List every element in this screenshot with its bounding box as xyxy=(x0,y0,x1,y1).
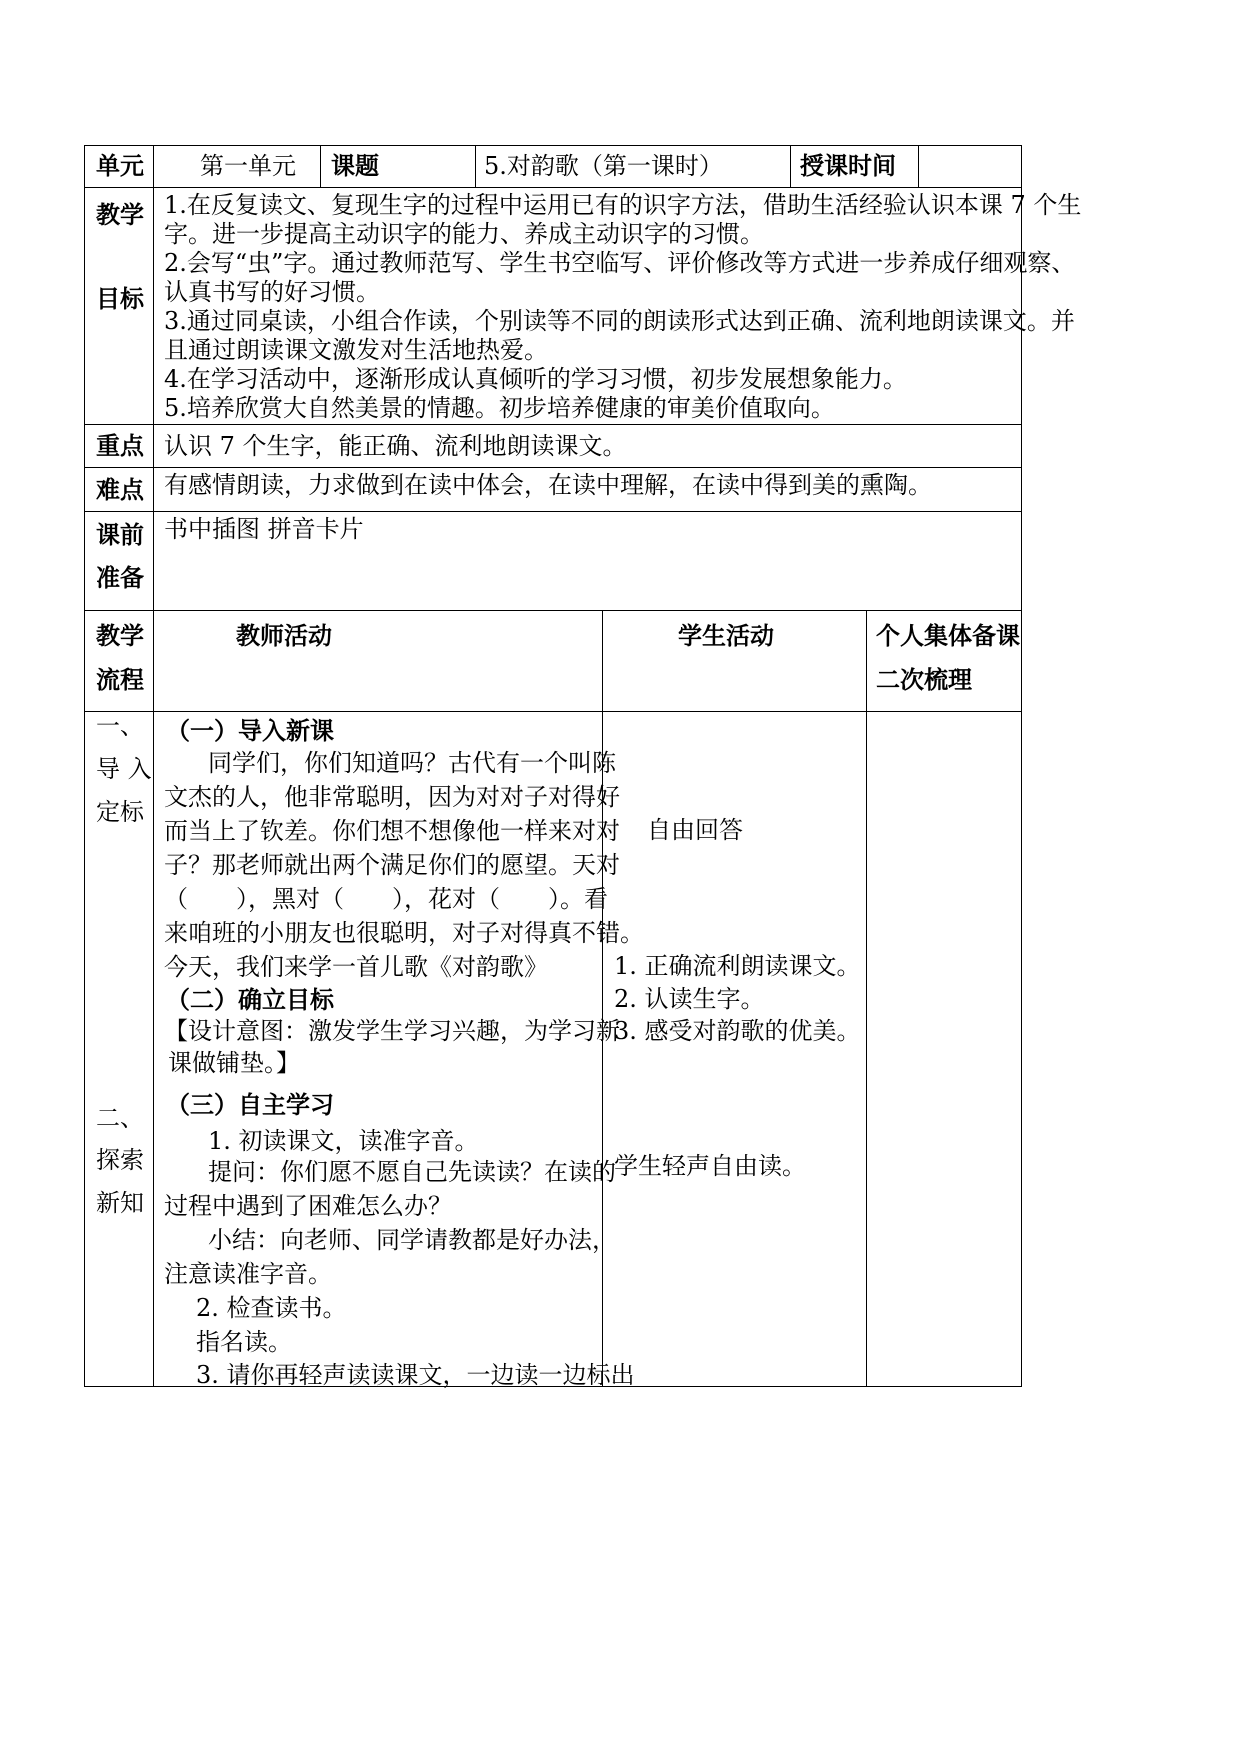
objectives-label-line1: 教学 xyxy=(96,201,144,229)
objective-line: 认真书写的好习惯。 xyxy=(164,278,380,306)
key-point-text: 认识 7 个生字，能正确、流利地朗读课文。 xyxy=(164,432,627,460)
objective-line: 2.会写“虫”字。通过教师范写、学生书空临写、评价修改等方式进一步养成仔细观察、 xyxy=(164,249,1076,277)
teacher-text-line: 1. 初读课文，读准字音。 xyxy=(208,1127,479,1155)
teacher-text-line: 2. 检查读书。 xyxy=(196,1294,347,1322)
teacher-text-line: 文杰的人，他非常聪明，因为对对子对得好 xyxy=(164,783,620,811)
stage1-line2: 导 入 xyxy=(96,755,152,783)
objective-line: 4.在学习活动中，逐渐形成认真倾听的学习习惯，初步发展想象能力。 xyxy=(164,365,907,393)
student-goal-line: 3. 感受对韵歌的优美。 xyxy=(614,1017,861,1045)
teacher-text-line: 3. 请你再轻声读读课文，一边读一边标出 xyxy=(196,1361,635,1389)
student-answer: 自由回答 xyxy=(647,816,743,844)
difficulty-text: 有感情朗读，力求做到在读中体会，在读中理解，在读中得到美的熏陶。 xyxy=(164,471,932,499)
notes-header-line1: 个人集体备课 xyxy=(876,622,1020,650)
student-activity-header: 学生活动 xyxy=(678,622,774,650)
design-intent-line: 【设计意图：激发学生学习兴趣，为学习新 xyxy=(164,1017,620,1045)
objective-line: 1.在反复读文、复现生字的过程中运用已有的识字方法，借助生活经验认识本课 7 个生 xyxy=(164,191,1082,219)
objective-line: 且通过朗读课文激发对生活地热爱。 xyxy=(164,336,548,364)
teacher-activity-header: 教师活动 xyxy=(236,622,332,650)
student-goal-line: 2. 认读生字。 xyxy=(614,985,765,1013)
student-read: 学生轻声自由读。 xyxy=(614,1152,806,1180)
stage1-line1: 一、 xyxy=(96,712,144,740)
stage2-line3: 新知 xyxy=(96,1189,144,1217)
topic-value: 5.对韵歌（第一课时） xyxy=(484,152,723,180)
teacher-text-line: 过程中遇到了困难怎么办？ xyxy=(164,1192,452,1220)
unit-value: 第一单元 xyxy=(200,152,296,180)
topic-label: 课题 xyxy=(331,152,379,180)
section-heading-intro: （一）导入新课 xyxy=(166,717,334,745)
section-heading-goals: （二）确立目标 xyxy=(166,986,334,1014)
notes-header-line2: 二次梳理 xyxy=(876,666,972,694)
teacher-text-line: 注意读准字音。 xyxy=(164,1260,332,1288)
preparation-label-line2: 准备 xyxy=(96,564,144,592)
teacher-text-line: 来咱班的小朋友也很聪明，对子对得真不错。 xyxy=(164,919,644,947)
stage1-line3: 定标 xyxy=(96,798,144,826)
stage2-line2: 探索 xyxy=(96,1146,144,1174)
objective-line: 字。进一步提高主动识字的能力、养成主动识字的习惯。 xyxy=(164,220,764,248)
teacher-text-line: （ ），黑对（ ），花对（ ）。看 xyxy=(164,885,608,913)
preparation-label-line1: 课前 xyxy=(96,521,144,549)
teacher-text-line: 提问：你们愿不愿自己先读读？在读的 xyxy=(208,1158,616,1186)
section-heading-self-study: （三）自主学习 xyxy=(166,1091,334,1119)
student-goal-line: 1. 正确流利朗读课文。 xyxy=(614,952,861,980)
teacher-text-line: 小结：向老师、同学请教都是好办法， xyxy=(208,1226,616,1254)
flow-label-line1: 教学 xyxy=(96,622,144,650)
unit-label: 单元 xyxy=(96,152,144,180)
notes-cell xyxy=(867,712,1021,1386)
objective-line: 3.通过同桌读，小组合作读，个别读等不同的朗读形式达到正确、流利地朗读课文。并 xyxy=(164,307,1075,335)
teacher-text-line: 而当上了钦差。你们想不想像他一样来对对 xyxy=(164,817,620,845)
design-intent-line: 课做铺垫。】 xyxy=(168,1049,300,1077)
flow-label-line2: 流程 xyxy=(96,666,144,694)
difficulty-label: 难点 xyxy=(96,476,144,504)
preparation-text: 书中插图 拼音卡片 xyxy=(164,515,364,543)
teacher-text-line: 指名读。 xyxy=(196,1328,292,1356)
teacher-text-line: 今天，我们来学一首儿歌《对韵歌》 xyxy=(164,953,548,981)
objective-line: 5.培养欣赏大自然美景的情趣。初步培养健康的审美价值取向。 xyxy=(164,394,835,422)
stage2-line1: 二、 xyxy=(96,1104,144,1132)
key-point-label: 重点 xyxy=(96,432,144,460)
teacher-text-line: 子？那老师就出两个满足你们的愿望。天对 xyxy=(164,851,620,879)
objectives-label-line2: 目标 xyxy=(96,285,144,313)
time-label: 授课时间 xyxy=(800,152,896,180)
teacher-text-line: 同学们，你们知道吗？古代有一个叫陈 xyxy=(208,749,616,777)
